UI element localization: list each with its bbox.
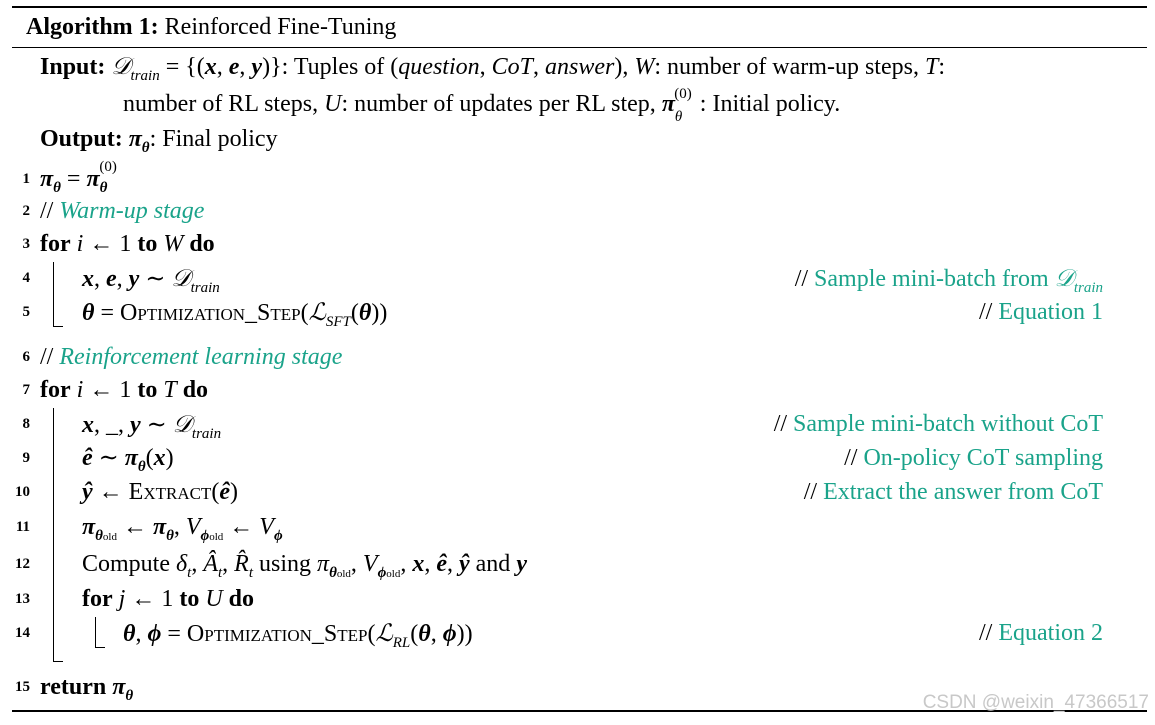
code-line-12: 12 Compute $\delta_t$, $Â_t$, $R̂_t$ using $\pi_{\theta old}$, $V_{\phi old}$, x, ê, ŷ and y [15, 551, 527, 581]
code-line-14: 14 θ, ϕ = Optimization_Step(ℒ$_{RL}$(θ, ϕ)) // Equation 2 [15, 619, 1103, 651]
code-line-5: 5 θ = Optimization_Step(ℒ$_{SFT}$(θ)) // Equation 1 [22, 298, 1103, 330]
code-line-4: 4 x, e, y ∼ 𝒟$_{train}$ // Sample mini-batch from 𝒟$_{train}$ [22, 264, 1103, 296]
block-bar-rl [53, 408, 54, 661]
code-line-9: 9 ê ∼ $\pi_\theta(x)$ // On-policy CoT sampling [22, 445, 1103, 475]
top-rule [12, 6, 1147, 8]
block-end-rl [53, 661, 63, 662]
input-line-2: number of RL steps, U: number of updates per RL step, $\pi_\theta^{(0)}$ : Initial policy. [123, 86, 841, 125]
algorithm-name: Reinforced Fine-Tuning [164, 14, 397, 40]
output-line: Output: $\pi_\theta$: Final policy [40, 126, 278, 156]
input-label: Input: [40, 54, 106, 80]
watermark: CSDN @weixin_47366517 [922, 692, 1149, 713]
block-end-warmup [53, 326, 63, 327]
block-end-inner [95, 647, 105, 648]
code-line-6: 6 // Reinforcement learning stage [22, 344, 343, 370]
code-line-10: 10 ŷ ← Extract(ê) // Extract the answer from CoT [15, 479, 1103, 505]
algorithm-title [26, 10, 396, 44]
block-bar-inner [95, 617, 96, 647]
header-rule [12, 47, 1147, 48]
output-label: Output: [40, 126, 123, 152]
code-line-8: 8 x, _, y ∼ 𝒟$_{train}$ // Sample mini-batch without CoT [22, 410, 1103, 442]
block-bar-warmup [53, 262, 54, 326]
algorithm-label: Algorithm 1: [26, 14, 159, 40]
code-line-15: 15 return $\pi_\theta$ [15, 674, 134, 704]
code-line-2: 2 // Warm-up stage [22, 198, 205, 224]
input-line-1: Input: 𝒟$_{train}$ = {(x, e, y)}: Tuples of (question, CoT, answer), W: number of warm-up steps, T: [40, 52, 945, 84]
code-line-7: 7 for i ← 1 to T do [22, 377, 209, 403]
code-line-13: 13 for j ← 1 to U do [15, 586, 255, 612]
code-line-3: 3 for i ← 1 to W do [22, 231, 215, 257]
code-line-1: 1 $\pi_\theta = \pi_\theta^{(0)}$ [22, 159, 117, 196]
code-line-11: 11 $\pi_{\theta old}$ ← $\pi_\theta$, $V_{\phi old}$ ← $V_\phi$ [15, 514, 283, 544]
